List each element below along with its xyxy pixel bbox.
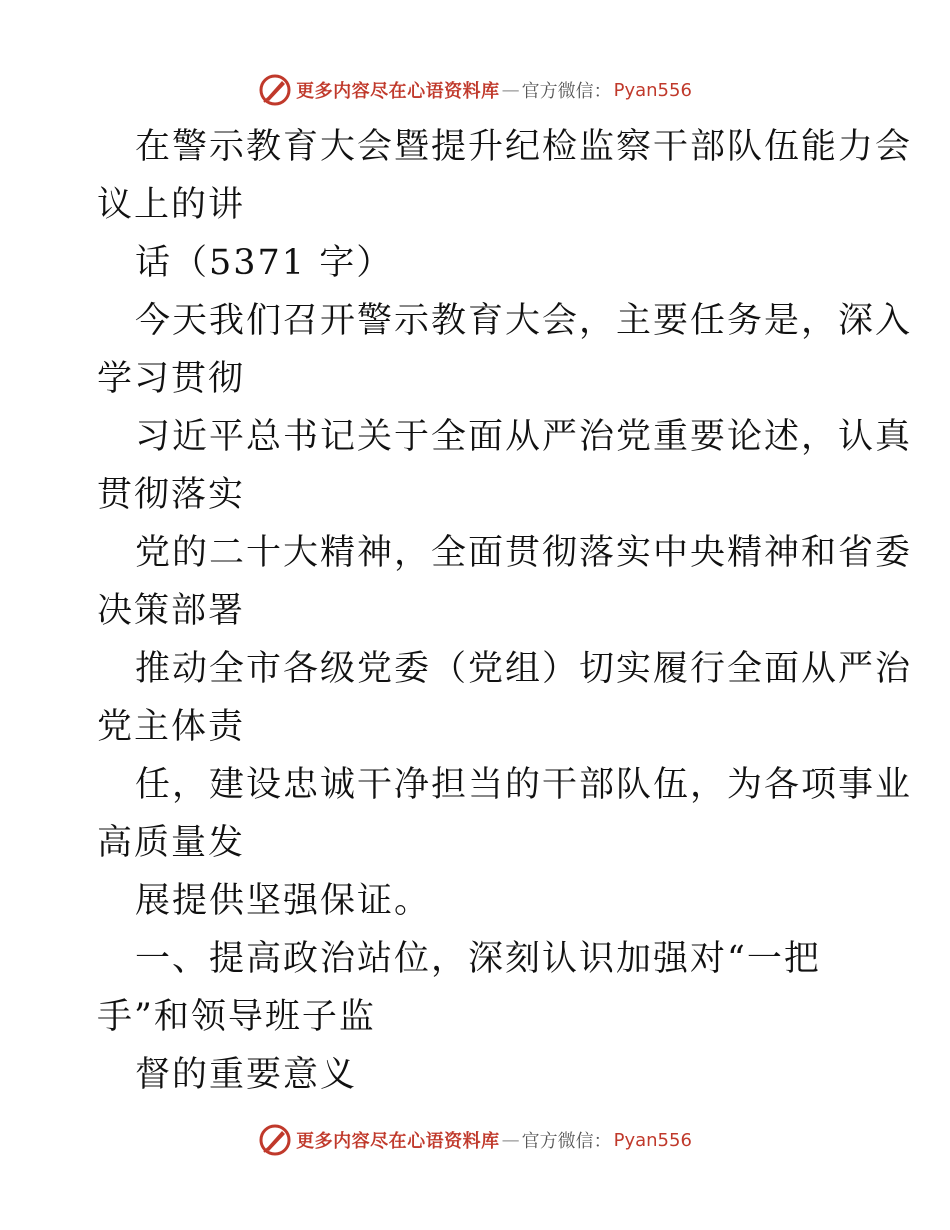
- watermark-site-text: 更多内容尽在心语资料库: [296, 81, 500, 102]
- paragraph-line: 贯彻落实: [97, 475, 246, 515]
- watermark-separator: —: [501, 1129, 520, 1151]
- paragraph-line: 今天我们召开警示教育大会，主要任务是，深入: [135, 301, 913, 341]
- watermark-wechat-label: 官方微信：: [521, 1131, 612, 1152]
- paragraph-line: 高质量发: [97, 823, 246, 863]
- watermark-site-text: 更多内容尽在心语资料库: [296, 1131, 500, 1152]
- header-watermark: [0, 70, 950, 110]
- paragraph-line: 学习贯彻: [97, 359, 246, 399]
- paragraph-line: 任，建设忠诚干净担当的干部队伍，为各项事业: [135, 765, 913, 805]
- title-line-2: 议上的讲: [97, 185, 246, 225]
- paragraph-line: 党的二十大精神，全面贯彻落实中央精神和省委: [135, 533, 913, 573]
- document-body: [97, 118, 913, 1104]
- title-line-1: 在警示教育大会暨提升纪检监察干部队伍能力会: [135, 127, 913, 167]
- section-heading-line: 一、提高政治站位，深刻认识加强对“一把: [135, 939, 821, 979]
- paragraph-line: 习近平总书记关于全面从严治党重要论述，认真: [135, 417, 913, 457]
- section-heading-line: 手”和领导班子监: [97, 997, 376, 1037]
- section-heading-line: 督的重要意义: [135, 1055, 358, 1095]
- paragraph-line: 推动全市各级党委（党组）切实履行全面从严治: [135, 649, 913, 689]
- watermark-wechat-id: Pyan556: [613, 79, 692, 101]
- watermark-wechat-label: 官方微信：: [521, 81, 612, 102]
- quill-pen-logo-icon: [258, 1123, 292, 1157]
- paragraph-line: 展提供坚强保证。: [135, 881, 432, 921]
- title-line-3: 话（5371 字）: [135, 243, 394, 283]
- paragraph-line: 决策部署: [97, 591, 246, 631]
- footer-watermark: [0, 1120, 950, 1160]
- watermark-wechat-id: Pyan556: [613, 1129, 692, 1151]
- quill-pen-logo-icon: [258, 73, 292, 107]
- paragraph-line: 党主体责: [97, 707, 246, 747]
- watermark-separator: —: [501, 79, 520, 101]
